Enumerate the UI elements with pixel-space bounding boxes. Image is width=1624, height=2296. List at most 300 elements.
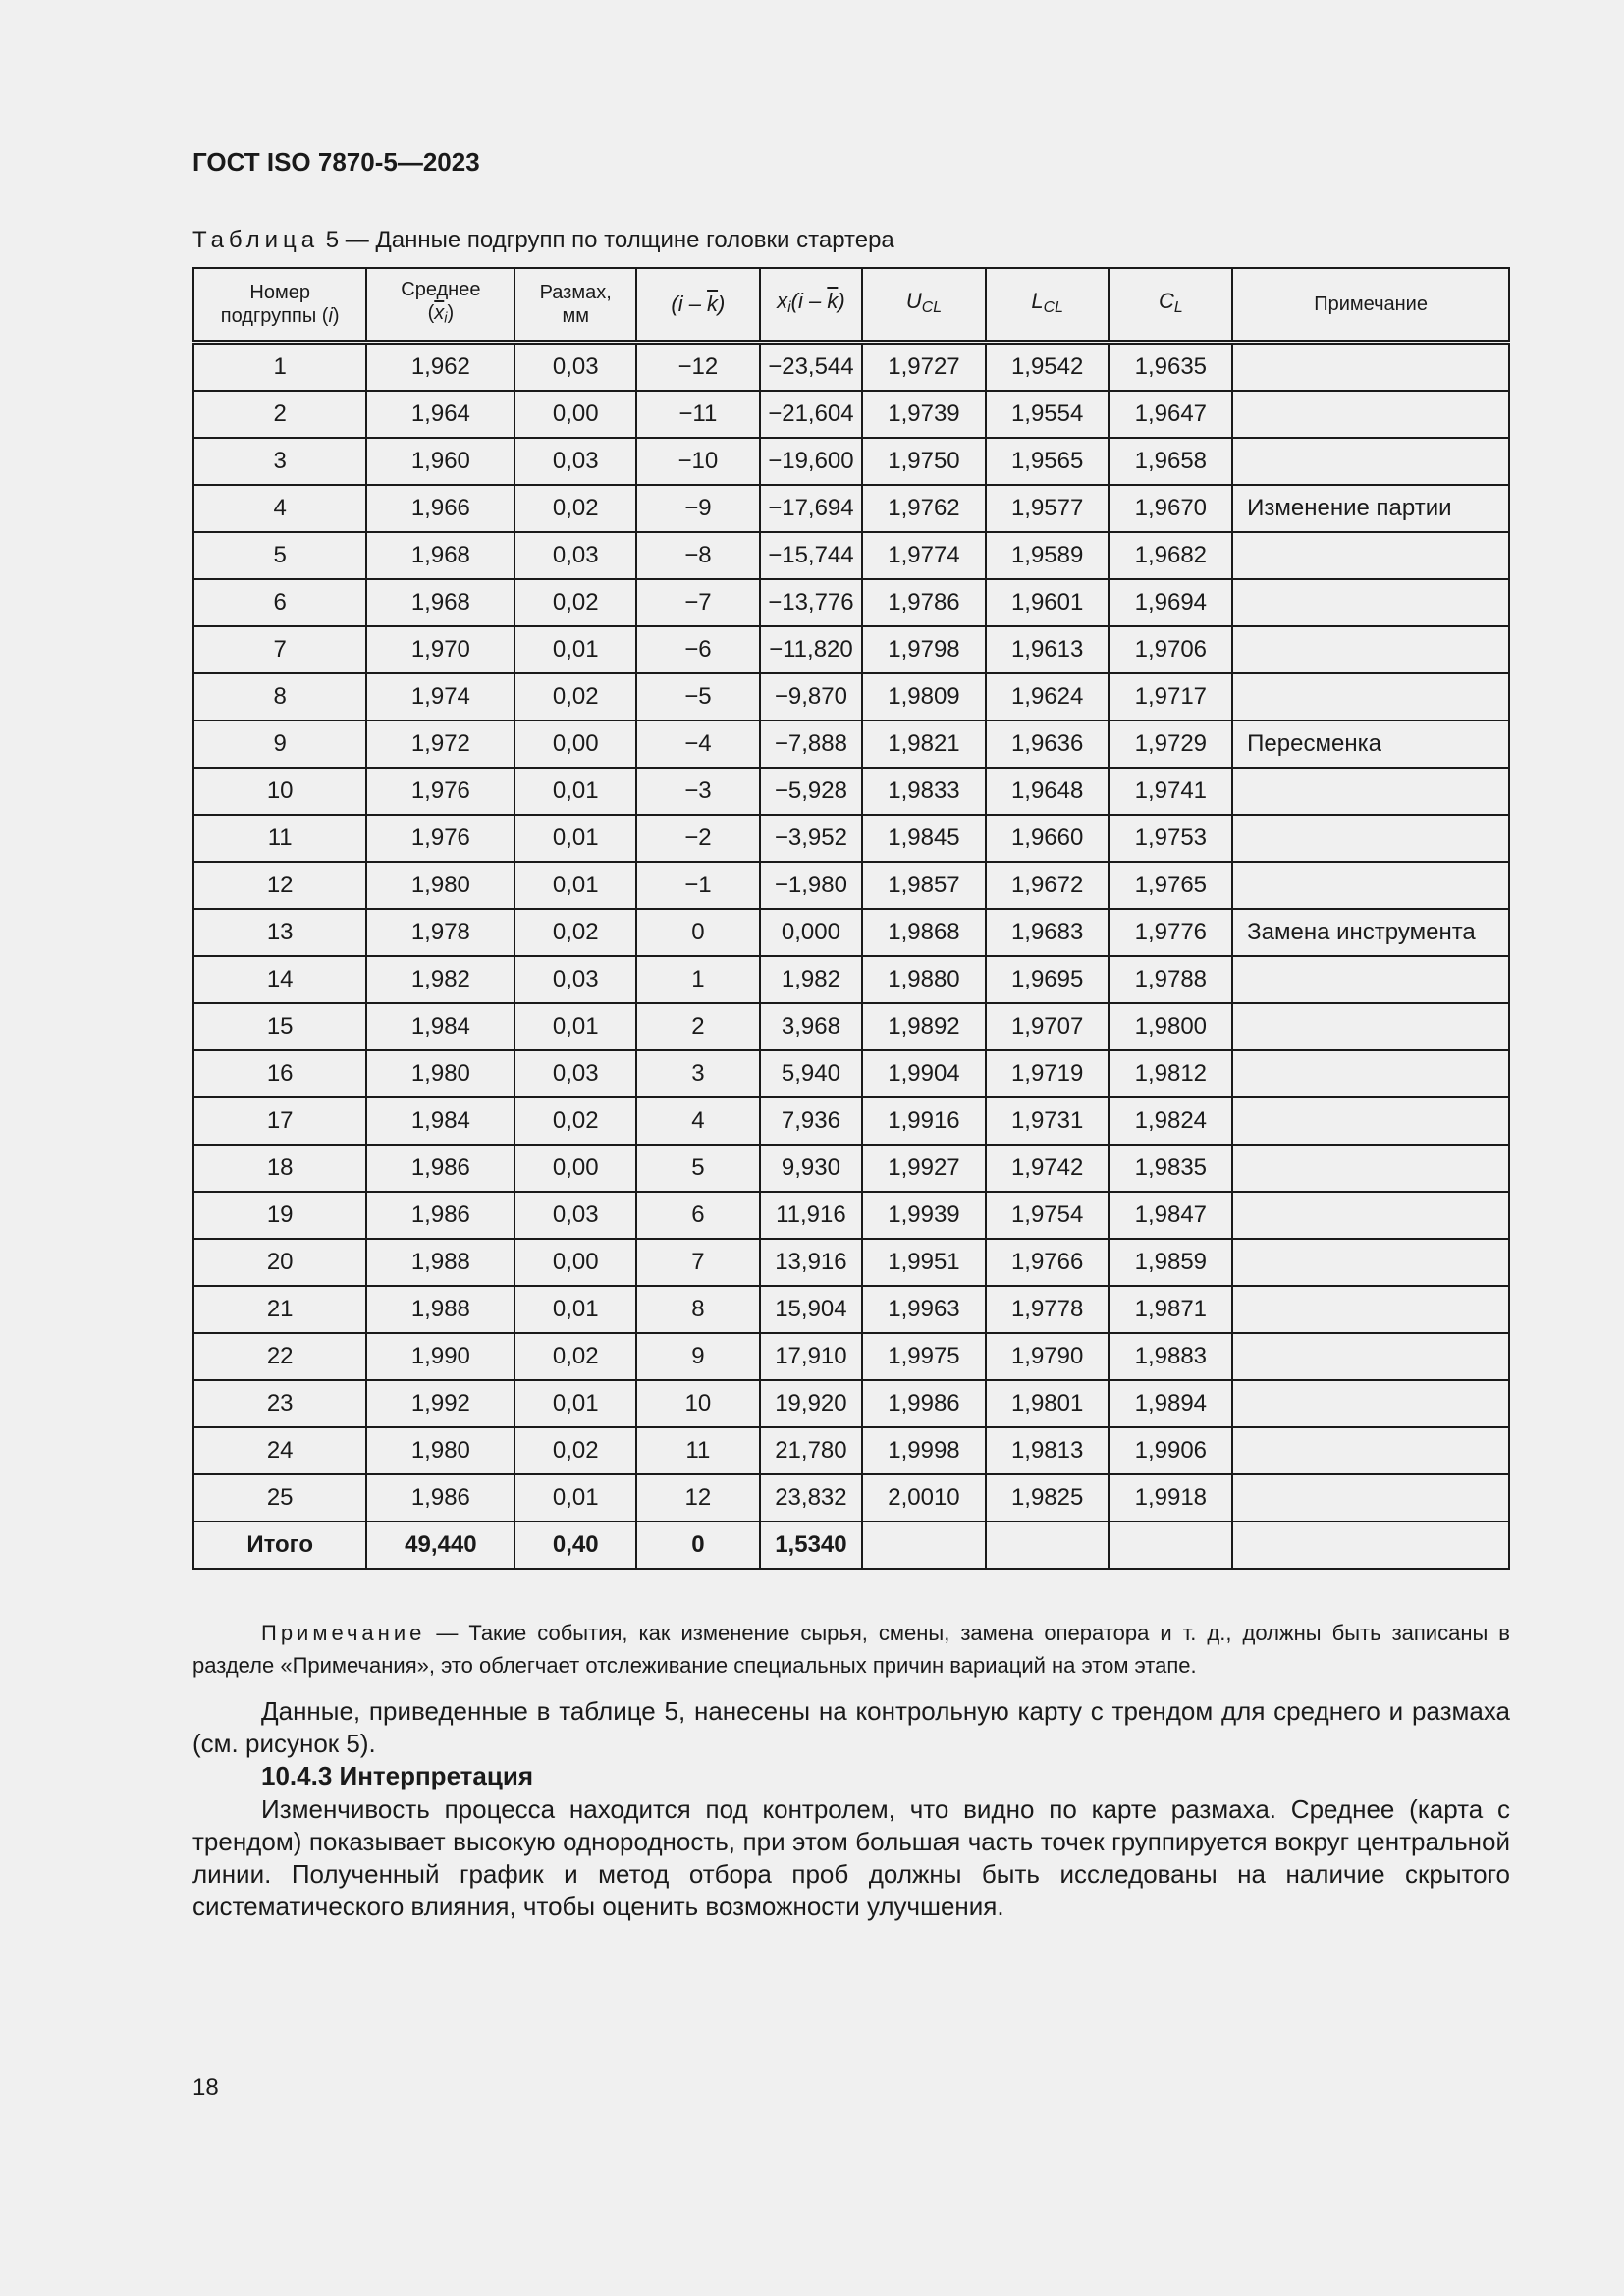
cell-number: 8	[193, 673, 366, 721]
cell-cl: 1,9883	[1109, 1333, 1232, 1380]
cell-ucl: 1,9998	[862, 1427, 986, 1474]
cell-xik: 21,780	[760, 1427, 862, 1474]
table-row	[193, 532, 1509, 579]
cell-note	[1232, 1239, 1509, 1286]
cell-cl: 1,9682	[1109, 532, 1232, 579]
cell-ik: −6	[636, 626, 760, 673]
cell-mean: 1,984	[366, 1003, 514, 1050]
cell-lcl: 1,9577	[986, 485, 1110, 532]
cell-ucl: 1,9774	[862, 532, 986, 579]
cell-cl: 1,9753	[1109, 815, 1232, 862]
cell-xik: −5,928	[760, 768, 862, 815]
table-row	[193, 1427, 1509, 1474]
cell-ik: −5	[636, 673, 760, 721]
cell-note	[1232, 1050, 1509, 1097]
header-mean-sub: i	[444, 310, 448, 327]
header-range	[514, 268, 636, 343]
cell-number: 16	[193, 1050, 366, 1097]
cell-ik: 7	[636, 1239, 760, 1286]
cell-range: 0,01	[514, 1286, 636, 1333]
header-x-times-i-minus-k	[760, 268, 862, 343]
cell-range: 0,03	[514, 343, 636, 392]
cell-ucl: 1,9951	[862, 1239, 986, 1286]
cell-note	[1232, 1003, 1509, 1050]
total-lcl	[986, 1522, 1110, 1569]
cell-note	[1232, 673, 1509, 721]
cell-cl: 1,9717	[1109, 673, 1232, 721]
header-mean-x: $\overline{x}$	[434, 302, 445, 325]
cell-cl: 1,9670	[1109, 485, 1232, 532]
cell-xik: −21,604	[760, 391, 862, 438]
cell-ucl: 1,9904	[862, 1050, 986, 1097]
cell-xik: −1,980	[760, 862, 862, 909]
cell-ucl: 1,9880	[862, 956, 986, 1003]
header-cl-sub: L	[1173, 298, 1183, 316]
cell-mean: 1,978	[366, 909, 514, 956]
cell-cl: 1,9788	[1109, 956, 1232, 1003]
cell-ucl: 2,0010	[862, 1474, 986, 1522]
header-subgroup-number	[193, 268, 366, 343]
cell-note	[1232, 1333, 1509, 1380]
table-note	[192, 1617, 1510, 1682]
table-row	[193, 721, 1509, 768]
cell-note	[1232, 862, 1509, 909]
table-row	[193, 1380, 1509, 1427]
cell-note	[1232, 391, 1509, 438]
cell-note: Изменение партии	[1232, 485, 1509, 532]
header-range-line1: Размах,	[539, 282, 612, 303]
cell-ucl: 1,9762	[862, 485, 986, 532]
table-row	[193, 1145, 1509, 1192]
cell-ucl: 1,9916	[862, 1097, 986, 1145]
cell-mean: 1,992	[366, 1380, 514, 1427]
cell-xik: −3,952	[760, 815, 862, 862]
cell-ik: 1	[636, 956, 760, 1003]
cell-number: 1	[193, 343, 366, 392]
cell-mean: 1,972	[366, 721, 514, 768]
header-cl	[1109, 268, 1232, 343]
total-ik: 0	[636, 1522, 760, 1569]
cell-lcl: 1,9683	[986, 909, 1110, 956]
cell-range: 0,03	[514, 1050, 636, 1097]
header-note: Примечание	[1232, 268, 1509, 343]
cell-range: 0,00	[514, 1145, 636, 1192]
cell-ucl: 1,9833	[862, 768, 986, 815]
cell-lcl: 1,9554	[986, 391, 1110, 438]
cell-xik: 3,968	[760, 1003, 862, 1050]
cell-ucl: 1,9821	[862, 721, 986, 768]
section-heading: 10.4.3 Интерпретация	[261, 1761, 534, 1790]
cell-range: 0,03	[514, 956, 636, 1003]
cell-note	[1232, 1097, 1509, 1145]
cell-lcl: 1,9542	[986, 343, 1110, 392]
header-range-line2: мм	[562, 305, 589, 327]
cell-ik: −9	[636, 485, 760, 532]
header-xik-close: )	[838, 288, 845, 313]
cell-lcl: 1,9565	[986, 438, 1110, 485]
table-row	[193, 956, 1509, 1003]
cell-xik: −15,744	[760, 532, 862, 579]
header-ik-open: (	[671, 292, 678, 316]
table-row	[193, 1192, 1509, 1239]
cell-range: 0,02	[514, 1427, 636, 1474]
cell-range: 0,02	[514, 485, 636, 532]
cell-range: 0,01	[514, 862, 636, 909]
table-note-text: — Такие события, как изменение сырья, смены, замена оператора и т. д., должны быть записаны в разделе «Примечания», это облегчает отслеживание специальных причин вариаций на этом этапе.	[192, 1621, 1510, 1678]
cell-cl: 1,9741	[1109, 768, 1232, 815]
cell-ik: 12	[636, 1474, 760, 1522]
cell-lcl: 1,9624	[986, 673, 1110, 721]
cell-range: 0,01	[514, 768, 636, 815]
header-ik-k: $\overline{k}$	[707, 292, 719, 316]
cell-ucl: 1,9892	[862, 1003, 986, 1050]
cell-number: 22	[193, 1333, 366, 1380]
cell-note	[1232, 768, 1509, 815]
cell-range: 0,01	[514, 1474, 636, 1522]
total-range: 0,40	[514, 1522, 636, 1569]
header-xik-minus: –	[802, 288, 828, 313]
table-row	[193, 438, 1509, 485]
header-lcl	[986, 268, 1110, 343]
cell-range: 0,01	[514, 1380, 636, 1427]
cell-mean: 1,980	[366, 862, 514, 909]
cell-ucl: 1,9750	[862, 438, 986, 485]
cell-ucl: 1,9986	[862, 1380, 986, 1427]
cell-cl: 1,9800	[1109, 1003, 1232, 1050]
table-row	[193, 862, 1509, 909]
cell-ik: 2	[636, 1003, 760, 1050]
cell-lcl: 1,9719	[986, 1050, 1110, 1097]
table-caption-text: 5 — Данные подгрупп по толщине головки стартера	[319, 227, 894, 253]
table-row	[193, 485, 1509, 532]
cell-number: 7	[193, 626, 366, 673]
cell-cl: 1,9647	[1109, 391, 1232, 438]
cell-number: 4	[193, 485, 366, 532]
cell-ucl: 1,9857	[862, 862, 986, 909]
cell-xik: 11,916	[760, 1192, 862, 1239]
cell-mean: 1,980	[366, 1427, 514, 1474]
cell-mean: 1,988	[366, 1239, 514, 1286]
cell-ik: 8	[636, 1286, 760, 1333]
cell-ucl: 1,9809	[862, 673, 986, 721]
table-caption	[192, 227, 894, 254]
cell-range: 0,02	[514, 1333, 636, 1380]
cell-lcl: 1,9636	[986, 721, 1110, 768]
table-row	[193, 1050, 1509, 1097]
cell-number: 3	[193, 438, 366, 485]
cell-lcl: 1,9707	[986, 1003, 1110, 1050]
cell-mean: 1,968	[366, 532, 514, 579]
cell-xik: 9,930	[760, 1145, 862, 1192]
table-caption-label: Таблица	[192, 227, 320, 253]
cell-number: 14	[193, 956, 366, 1003]
cell-xik: 19,920	[760, 1380, 862, 1427]
cell-number: 15	[193, 1003, 366, 1050]
cell-mean: 1,976	[366, 768, 514, 815]
cell-lcl: 1,9648	[986, 768, 1110, 815]
cell-ucl: 1,9786	[862, 579, 986, 626]
cell-note	[1232, 626, 1509, 673]
cell-cl: 1,9918	[1109, 1474, 1232, 1522]
cell-ik: 10	[636, 1380, 760, 1427]
cell-number: 10	[193, 768, 366, 815]
cell-xik: 13,916	[760, 1239, 862, 1286]
cell-number: 24	[193, 1427, 366, 1474]
header-subgroup-close: )	[332, 305, 340, 327]
header-xik-k: $\overline{k}$	[827, 288, 839, 313]
subgroup-data-table	[192, 267, 1510, 1570]
cell-number: 5	[193, 532, 366, 579]
cell-cl: 1,9729	[1109, 721, 1232, 768]
cell-xik: −13,776	[760, 579, 862, 626]
page-number: 18	[192, 2074, 219, 2101]
header-mean	[366, 268, 514, 343]
cell-lcl: 1,9660	[986, 815, 1110, 862]
cell-lcl: 1,9801	[986, 1380, 1110, 1427]
cell-cl: 1,9658	[1109, 438, 1232, 485]
cell-ik: −10	[636, 438, 760, 485]
cell-mean: 1,968	[366, 579, 514, 626]
body-paragraph-1: Данные, приведенные в таблице 5, нанесены на контрольную карту с трендом для среднего и размаха (см. рисунок 5).	[192, 1696, 1510, 1758]
cell-lcl: 1,9754	[986, 1192, 1110, 1239]
header-ucl-main: U	[905, 288, 922, 313]
cell-cl: 1,9706	[1109, 626, 1232, 673]
cell-lcl: 1,9766	[986, 1239, 1110, 1286]
cell-mean: 1,986	[366, 1145, 514, 1192]
cell-mean: 1,974	[366, 673, 514, 721]
cell-lcl: 1,9613	[986, 626, 1110, 673]
cell-cl: 1,9906	[1109, 1427, 1232, 1474]
total-cl	[1109, 1522, 1232, 1569]
cell-cl: 1,9871	[1109, 1286, 1232, 1333]
table-row	[193, 909, 1509, 956]
cell-mean: 1,970	[366, 626, 514, 673]
cell-mean: 1,986	[366, 1192, 514, 1239]
total-note	[1232, 1522, 1509, 1569]
cell-cl: 1,9859	[1109, 1239, 1232, 1286]
cell-range: 0,03	[514, 532, 636, 579]
cell-ucl: 1,9939	[862, 1192, 986, 1239]
cell-cl: 1,9894	[1109, 1380, 1232, 1427]
table-row	[193, 1333, 1509, 1380]
cell-cl: 1,9694	[1109, 579, 1232, 626]
cell-number: 13	[193, 909, 366, 956]
cell-range: 0,02	[514, 1097, 636, 1145]
cell-mean: 1,988	[366, 1286, 514, 1333]
table-row	[193, 1286, 1509, 1333]
header-ucl-sub: CL	[921, 298, 943, 316]
cell-range: 0,03	[514, 438, 636, 485]
cell-number: 12	[193, 862, 366, 909]
cell-cl: 1,9776	[1109, 909, 1232, 956]
cell-mean: 1,966	[366, 485, 514, 532]
cell-lcl: 1,9778	[986, 1286, 1110, 1333]
cell-range: 0,02	[514, 673, 636, 721]
header-subgroup-line1: Номер	[249, 282, 310, 303]
cell-ucl: 1,9975	[862, 1333, 986, 1380]
cell-cl: 1,9635	[1109, 343, 1232, 392]
cell-xik: −17,694	[760, 485, 862, 532]
cell-ik: 9	[636, 1333, 760, 1380]
cell-ucl: 1,9798	[862, 626, 986, 673]
cell-note	[1232, 956, 1509, 1003]
table-row	[193, 673, 1509, 721]
table-note-label: Примечание	[261, 1621, 426, 1645]
cell-xik: −9,870	[760, 673, 862, 721]
cell-ik: −8	[636, 532, 760, 579]
cell-mean: 1,964	[366, 391, 514, 438]
cell-note	[1232, 1286, 1509, 1333]
cell-ik: −3	[636, 768, 760, 815]
cell-ucl: 1,9927	[862, 1145, 986, 1192]
cell-number: 11	[193, 815, 366, 862]
cell-ik: 6	[636, 1192, 760, 1239]
cell-lcl: 1,9813	[986, 1427, 1110, 1474]
cell-xik: 7,936	[760, 1097, 862, 1145]
total-xik: 1,5340	[760, 1522, 862, 1569]
total-ucl	[862, 1522, 986, 1569]
cell-mean: 1,980	[366, 1050, 514, 1097]
document-header: ГОСТ ISO 7870-5—2023	[192, 147, 480, 177]
cell-xik: −11,820	[760, 626, 862, 673]
header-xik-sub: i	[787, 298, 791, 316]
header-mean-line1: Среднее	[401, 279, 481, 301]
cell-number: 19	[193, 1192, 366, 1239]
cell-ucl: 1,9868	[862, 909, 986, 956]
body-paragraph-2: Изменчивость процесса находится под контролем, что видно по карте размаха. Среднее (карта с трендом) показывает высокую однородность, при этом большая часть точек группируется вокруг центральной линии. Полученный график и метод отбора проб должны быть исследованы на наличие скрытого систематического влияния, чтобы оценить возможности улучшения.	[192, 1794, 1510, 1921]
table-header-row	[193, 268, 1509, 343]
cell-range: 0,02	[514, 909, 636, 956]
cell-xik: −7,888	[760, 721, 862, 768]
cell-mean: 1,960	[366, 438, 514, 485]
cell-cl: 1,9812	[1109, 1050, 1232, 1097]
cell-number: 2	[193, 391, 366, 438]
cell-note	[1232, 1145, 1509, 1192]
cell-xik: 5,940	[760, 1050, 862, 1097]
table-row	[193, 1097, 1509, 1145]
cell-ik: −12	[636, 343, 760, 392]
cell-ik: 5	[636, 1145, 760, 1192]
cell-ucl: 1,9963	[862, 1286, 986, 1333]
cell-range: 0,02	[514, 579, 636, 626]
cell-note	[1232, 1474, 1509, 1522]
cell-xik: 0,000	[760, 909, 862, 956]
cell-range: 0,01	[514, 815, 636, 862]
table-row	[193, 579, 1509, 626]
cell-xik: −19,600	[760, 438, 862, 485]
header-subgroup-line2: подгруппы (	[220, 305, 329, 327]
header-mean-close: )	[447, 302, 455, 325]
cell-ik: −7	[636, 579, 760, 626]
cell-ik: −2	[636, 815, 760, 862]
cell-ik: 4	[636, 1097, 760, 1145]
cell-xik: 15,904	[760, 1286, 862, 1333]
table-row	[193, 1003, 1509, 1050]
table-row	[193, 626, 1509, 673]
total-label: Итого	[193, 1522, 366, 1569]
header-cl-main: C	[1158, 288, 1174, 313]
header-ik-close: )	[718, 292, 726, 316]
cell-note: Пересменка	[1232, 721, 1509, 768]
cell-lcl: 1,9742	[986, 1145, 1110, 1192]
cell-ik: −1	[636, 862, 760, 909]
cell-note	[1232, 579, 1509, 626]
cell-note	[1232, 1380, 1509, 1427]
cell-lcl: 1,9672	[986, 862, 1110, 909]
cell-ucl: 1,9845	[862, 815, 986, 862]
cell-xik: 1,982	[760, 956, 862, 1003]
cell-range: 0,00	[514, 391, 636, 438]
cell-number: 18	[193, 1145, 366, 1192]
cell-cl: 1,9824	[1109, 1097, 1232, 1145]
cell-lcl: 1,9601	[986, 579, 1110, 626]
cell-ik: −4	[636, 721, 760, 768]
cell-ik: −11	[636, 391, 760, 438]
header-i-minus-k	[636, 268, 760, 343]
table-row	[193, 391, 1509, 438]
cell-mean: 1,986	[366, 1474, 514, 1522]
header-xik-open: (	[790, 288, 798, 313]
header-xik-i: i	[798, 288, 803, 313]
cell-mean: 1,976	[366, 815, 514, 862]
cell-note	[1232, 438, 1509, 485]
cell-range: 0,00	[514, 721, 636, 768]
header-lcl-main: L	[1031, 288, 1044, 313]
cell-note: Замена инструмента	[1232, 909, 1509, 956]
cell-cl: 1,9835	[1109, 1145, 1232, 1192]
cell-mean: 1,982	[366, 956, 514, 1003]
cell-number: 6	[193, 579, 366, 626]
header-ik-i: i	[677, 292, 683, 316]
table-total-row	[193, 1522, 1509, 1569]
table-row	[193, 815, 1509, 862]
header-xik-x: x	[777, 288, 788, 313]
total-mean: 49,440	[366, 1522, 514, 1569]
cell-lcl: 1,9825	[986, 1474, 1110, 1522]
cell-range: 0,01	[514, 626, 636, 673]
cell-lcl: 1,9790	[986, 1333, 1110, 1380]
cell-mean: 1,962	[366, 343, 514, 392]
cell-mean: 1,990	[366, 1333, 514, 1380]
cell-mean: 1,984	[366, 1097, 514, 1145]
cell-range: 0,03	[514, 1192, 636, 1239]
cell-cl: 1,9765	[1109, 862, 1232, 909]
cell-note	[1232, 1427, 1509, 1474]
cell-ik: 3	[636, 1050, 760, 1097]
cell-number: 21	[193, 1286, 366, 1333]
cell-number: 9	[193, 721, 366, 768]
cell-cl: 1,9847	[1109, 1192, 1232, 1239]
cell-note	[1232, 532, 1509, 579]
cell-ucl: 1,9739	[862, 391, 986, 438]
cell-lcl: 1,9589	[986, 532, 1110, 579]
cell-ik: 0	[636, 909, 760, 956]
table-row	[193, 343, 1509, 392]
cell-range: 0,01	[514, 1003, 636, 1050]
header-subgroup-var: i	[328, 305, 333, 327]
cell-xik: 17,910	[760, 1333, 862, 1380]
table-row	[193, 1474, 1509, 1522]
header-lcl-sub: CL	[1043, 298, 1063, 316]
cell-note	[1232, 1192, 1509, 1239]
cell-lcl: 1,9695	[986, 956, 1110, 1003]
header-mean-open: (	[427, 302, 435, 325]
cell-ucl: 1,9727	[862, 343, 986, 392]
cell-number: 17	[193, 1097, 366, 1145]
cell-lcl: 1,9731	[986, 1097, 1110, 1145]
cell-ik: 11	[636, 1427, 760, 1474]
cell-xik: 23,832	[760, 1474, 862, 1522]
